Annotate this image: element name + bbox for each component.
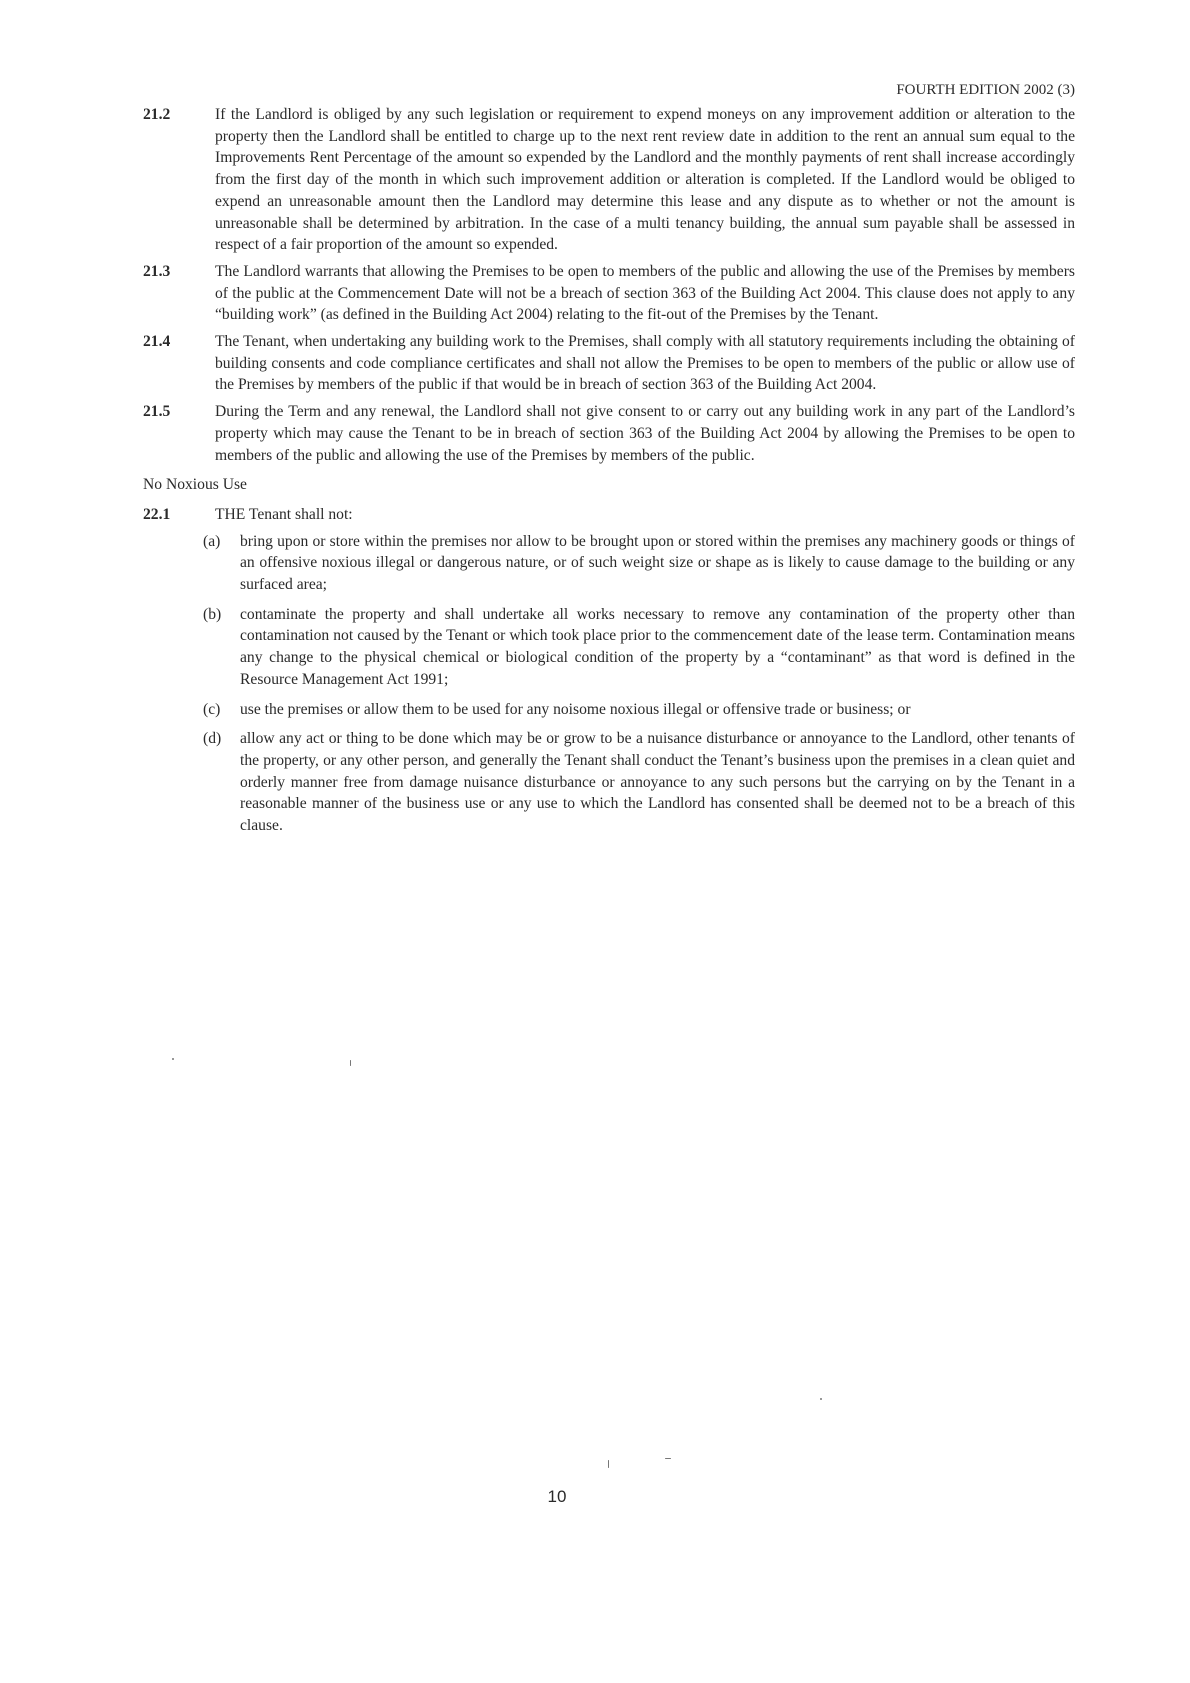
clause-number: 22.1 — [143, 505, 171, 523]
item-label: (a) — [203, 532, 221, 550]
page-number: 10 — [547, 1487, 567, 1506]
document-body — [143, 104, 1075, 845]
item-text: bring upon or store within the premises nor allow to be brought upon or stored within the premises any machinery goods or things of an offensive noxious illegal or dangerous nature, or of such weight size or shape as is likely to cause damage to the building or any surfaced area; — [240, 532, 1075, 594]
item-label: (c) — [203, 700, 221, 718]
scan-speck — [820, 1398, 822, 1400]
clause-21-4 — [143, 331, 1075, 396]
sub-item-d — [203, 728, 1075, 837]
clause-text: During the Term and any renewal, the Landlord shall not give consent to or carry out any building work in any part of the Landlord’s property which may cause the Tenant to be in breach of section 363 of the Building Act 2004 by allowing the Premises to be open to members of the public and allowing the use of the Premises by members of the public. — [215, 403, 1075, 464]
scan-speck — [350, 1060, 351, 1066]
clause-intro: THE Tenant shall not: — [215, 505, 353, 523]
clause-number: 21.4 — [143, 333, 171, 351]
section-heading: No Noxious Use — [143, 476, 247, 494]
sub-item-b — [203, 604, 1075, 691]
clause-number: 21.5 — [143, 403, 171, 421]
item-text: allow any act or thing to be done which may be or grow to be a nuisance disturbance or annoyance to the Landlord, other tenants of the property, or any other person, and generally the Tenant shall conduct the Tenant’s business upon the premises in a clean quiet and orderly manner free from damage nuisance disturbance or annoyance to any such persons but the carrying on by the Tenant in a reasonable manner of the business use or any use to which the Landlord has consented shall be deemed not to be a breach of this clause. — [240, 730, 1075, 835]
clause-number: 21.3 — [143, 262, 171, 280]
clause-21-5 — [143, 401, 1075, 466]
item-text: use the premises or allow them to be used for any noisome noxious illegal or offensive trade or business; or — [240, 700, 911, 718]
clause-text: The Landlord warrants that allowing the Premises to be open to members of the public and allowing the use of the Premises by members of the public at the Commencement Date will not be a breach of section 363 of the Building Act 2004. This clause does not apply to any “building work” (as defined in the Building Act 2004) relating to the fit-out of the Premises by the Tenant. — [215, 262, 1075, 324]
item-label: (d) — [203, 730, 222, 748]
item-text: contaminate the property and shall undertake all works necessary to remove any contamination of the property other than contamination not caused by the Tenant or which took place prior to the commencement date of the lease term. Contamination means any change to the physical chemical or biological condition of the property by a “contaminant” as that word is defined in the Resource Management Act 1991; — [240, 605, 1075, 688]
clause-text: The Tenant, when undertaking any building work to the Premises, shall comply with all statutory requirements including the obtaining of building consents and code compliance certificates and shall not allow the Premises to be open to members of the public or allow use of the Premises by members of the public if that would be in breach of section 363 of the Building Act 2004. — [215, 333, 1075, 394]
scan-speck — [608, 1460, 609, 1468]
item-label: (b) — [203, 605, 222, 623]
sub-item-c — [203, 699, 1075, 721]
scan-speck — [172, 1058, 174, 1060]
scan-speck — [665, 1458, 671, 1459]
clause-text: If the Landlord is obliged by any such legislation or requirement to expend moneys on any improvement addition or alteration to the property then the Landlord shall be entitled to charge up to the next rent review date in addition to the rent an annual sum equal to the Improvements Rent Percentage of the amount so expended by the Landlord and the monthly payments of rent shall increase accordingly from the first day of the month in which such improvement addition or alteration is completed. If the Landlord would be obliged to expend an unreasonable amount then the Landlord may determine this lease and any dispute as to whether or not the amount is unreasonable shall be determined by arbitration. In the case of a multi tenancy building, the annual sum payable shall be assessed in respect of a fair proportion of the amount so expended. — [215, 106, 1075, 254]
clause-21-2 — [143, 104, 1075, 256]
edition-header: FOURTH EDITION 2002 (3) — [896, 82, 1075, 98]
clause-21-3 — [143, 261, 1075, 326]
clause-number: 21.2 — [143, 106, 171, 123]
clause-22-1 — [143, 504, 1075, 526]
sub-item-a — [203, 531, 1075, 596]
